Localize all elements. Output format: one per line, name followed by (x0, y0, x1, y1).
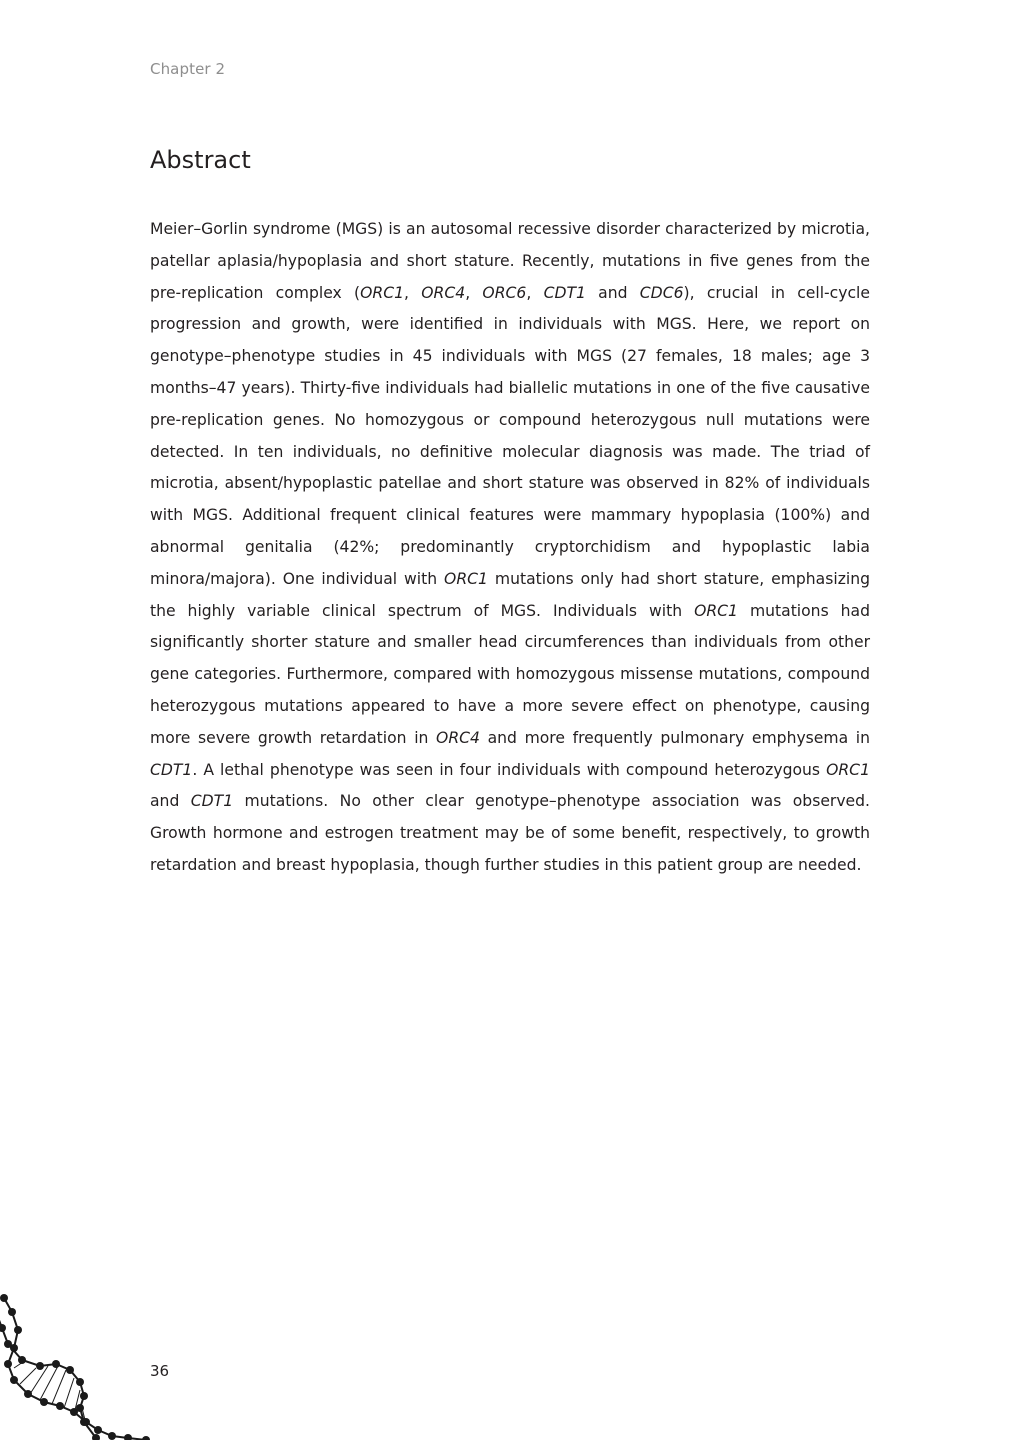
helix-node (4, 1340, 12, 1348)
helix-node (142, 1436, 150, 1440)
abstract-text: , (404, 283, 422, 302)
helix-node (52, 1360, 60, 1368)
helix-node (14, 1326, 22, 1334)
abstract-text: mutations. No other clear genotype–phenotype association was observed. Growth hormone and estrogen treatment may be of some benefit, respectively, to growth retardation and breast hypoplasia, though further studies in this patient group are needed. (150, 792, 871, 874)
helix-node (0, 1324, 6, 1332)
helix-rung (64, 1378, 74, 1408)
helix-node (18, 1356, 26, 1364)
abstract-text: , (526, 283, 544, 302)
helix-node (80, 1392, 88, 1400)
abstract-text: ), crucial in cell-cycle progression and growth, were identified in individuals with MGS. Here, we report on genotype–phenotype studies in 45 individuals with MGS (27 females, 18 males; age 3 months–47 years). Thirty-five individuals had biallelic mutations in one of the five causative pre-replication genes. No homozygous or compound heterozygous null mutations were detected. In ten individuals, no definitive molecular diagnosis was made. The triad of microtia, absent/hypoplastic patellae and short stature was observed in 82% of individuals with MGS. Additional frequent clinical features were mammary hypoplasia (100%) and abnormal genitalia (42%; predominantly cryptorchidism and hypoplastic labia minora/majora). One individual with (150, 283, 870, 588)
abstract-text: , (465, 283, 483, 302)
abstract-text: mutations had significantly shorter stature and smaller head circumferences than individuals from other gene categories. Furthermore, compared with homozygous missense mutations, compound heterozygous mutations appeared to have a more severe effect on phenotype, causing more severe growth retardation in (150, 601, 870, 747)
helix-strand-a (4, 1298, 146, 1440)
gene-name: CDT1 (543, 283, 586, 302)
gene-name: ORC4 (436, 728, 480, 747)
running-head-chapter: Chapter 2 (150, 60, 226, 78)
helix-node (80, 1418, 88, 1426)
gene-name: ORC6 (482, 283, 527, 302)
helix-node (40, 1398, 48, 1406)
helix-node (124, 1434, 132, 1440)
dna-helix-icon (0, 1290, 170, 1440)
gene-name: CDC6 (639, 283, 684, 302)
abstract-paragraph (150, 214, 870, 882)
helix-node (56, 1402, 64, 1410)
helix-node (36, 1362, 44, 1370)
helix-node (4, 1360, 12, 1368)
gene-name: ORC1 (444, 569, 488, 588)
section-title: Abstract (150, 146, 251, 174)
helix-node (94, 1426, 102, 1434)
gene-name: ORC1 (360, 283, 405, 302)
abstract-text: and more frequently pulmonary emphysema in (479, 728, 870, 747)
gene-name: CDT1 (150, 760, 193, 779)
helix-node (24, 1390, 32, 1398)
gene-name: CDT1 (190, 792, 234, 811)
helix-node (0, 1294, 8, 1302)
helix-node (10, 1376, 18, 1384)
helix-node (8, 1308, 16, 1316)
page-number: 36 (150, 1362, 170, 1380)
gene-name: ORC1 (826, 760, 870, 779)
abstract-text: Meier–Gorlin syndrome (MGS) is an autosomal recessive disorder characterized by microtia, patellar aplasia/hypoplasia and short stature. Recently, mutations in five genes from the pre-replication complex ( (150, 220, 870, 302)
abstract-text: . A lethal phenotype was seen in four individuals with compound heterozygous (192, 760, 827, 779)
helix-rung (20, 1368, 36, 1384)
abstract-text: and (150, 792, 191, 811)
gene-name: ORC4 (421, 283, 466, 302)
helix-rung (52, 1370, 66, 1404)
helix-node (76, 1404, 84, 1412)
gene-name: ORC1 (694, 601, 738, 620)
helix-node (66, 1366, 74, 1374)
helix-node (76, 1378, 84, 1386)
abstract-text: and (585, 283, 640, 302)
helix-node (108, 1432, 116, 1440)
abstract-text: mutations only had short stature, emphasizing the highly variable clinical spectrum of MGS. Individuals with (150, 569, 870, 620)
